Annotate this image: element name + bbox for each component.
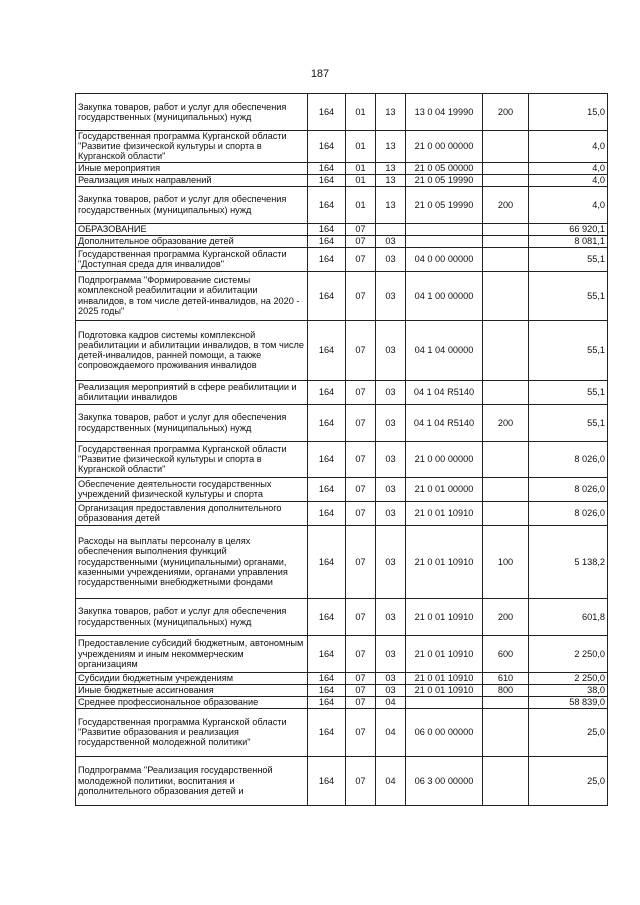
row-subsection [376, 223, 406, 235]
row-section: 07 [346, 684, 376, 696]
row-ved: 164 [308, 477, 346, 501]
table-row [76, 672, 608, 684]
row-ved: 164 [308, 756, 346, 805]
row-expense-type [483, 247, 529, 271]
row-expense-type [483, 696, 529, 708]
table-row [76, 247, 608, 271]
row-expense-type [483, 380, 529, 404]
row-name: Подпрограмма "Формирование системы комплексной реабилитации и абилитации инвалидов, в том числе детей-инвалидов, на 2020 - 2025 годы" [76, 271, 308, 320]
row-ved: 164 [308, 271, 346, 320]
table-row [76, 525, 608, 598]
row-ved: 164 [308, 235, 346, 247]
row-name: Подготовка кадров системы комплексной реабилитации и абилитации инвалидов, в том числе детей-инвалидов, ранней помощи, а также сопровождаемого проживания инвалидов [76, 320, 308, 380]
row-expense-type [483, 174, 529, 186]
row-name: Реализация иных направлений [76, 174, 308, 186]
row-section: 07 [346, 635, 376, 672]
row-section: 07 [346, 598, 376, 635]
table-row [76, 320, 608, 380]
row-subsection: 03 [376, 380, 406, 404]
row-expense-type [483, 708, 529, 756]
row-target-article: 21 0 00 00000 [406, 131, 483, 163]
row-amount: 8 026,0 [529, 501, 608, 525]
row-target-article: 13 0 04 19990 [406, 94, 483, 131]
row-subsection: 03 [376, 271, 406, 320]
row-expense-type [483, 756, 529, 805]
row-target-article: 21 0 01 10910 [406, 635, 483, 672]
table-row [76, 441, 608, 477]
row-expense-type [483, 131, 529, 163]
row-ved: 164 [308, 501, 346, 525]
row-subsection: 04 [376, 756, 406, 805]
row-expense-type: 200 [483, 404, 529, 441]
row-amount: 38,0 [529, 684, 608, 696]
row-section: 07 [346, 501, 376, 525]
row-section: 01 [346, 162, 376, 174]
table-row [76, 380, 608, 404]
row-subsection: 03 [376, 501, 406, 525]
row-subsection: 03 [376, 525, 406, 598]
row-amount: 58 839,0 [529, 696, 608, 708]
row-ved: 164 [308, 598, 346, 635]
table-row [76, 162, 608, 174]
row-section: 01 [346, 186, 376, 223]
row-subsection: 13 [376, 174, 406, 186]
row-ved: 164 [308, 684, 346, 696]
row-amount: 4,0 [529, 174, 608, 186]
row-subsection: 04 [376, 696, 406, 708]
row-section: 07 [346, 756, 376, 805]
row-ved: 164 [308, 247, 346, 271]
row-section: 07 [346, 696, 376, 708]
row-amount: 55,1 [529, 271, 608, 320]
table-row [76, 271, 608, 320]
row-expense-type: 200 [483, 94, 529, 131]
row-section: 07 [346, 672, 376, 684]
row-amount: 25,0 [529, 756, 608, 805]
row-amount: 15,0 [529, 94, 608, 131]
row-expense-type: 200 [483, 598, 529, 635]
row-target-article [406, 223, 483, 235]
row-section: 07 [346, 708, 376, 756]
table-row [76, 131, 608, 163]
row-subsection: 13 [376, 131, 406, 163]
row-section: 07 [346, 235, 376, 247]
table-body [76, 94, 608, 806]
row-subsection: 13 [376, 162, 406, 174]
table-row [76, 404, 608, 441]
row-name: Предоставление субсидий бюджетным, автономным учреждениям и иным некоммерческим организациям [76, 635, 308, 672]
row-target-article: 04 1 04 00000 [406, 320, 483, 380]
table-row [76, 94, 608, 131]
row-amount: 8 026,0 [529, 441, 608, 477]
row-subsection: 03 [376, 441, 406, 477]
table-row [76, 708, 608, 756]
row-name: Закупка товаров, работ и услуг для обеспечения государственных (муниципальных) нужд [76, 94, 308, 131]
row-name: Обеспечение деятельности государственных учреждений физической культуры и спорта [76, 477, 308, 501]
row-amount: 4,0 [529, 162, 608, 174]
row-name: Организация предоставления дополнительного образования детей [76, 501, 308, 525]
row-subsection: 13 [376, 94, 406, 131]
row-name: Иные мероприятия [76, 162, 308, 174]
row-target-article: 21 0 01 00000 [406, 477, 483, 501]
table-row [76, 684, 608, 696]
row-target-article [406, 235, 483, 247]
row-ved: 164 [308, 696, 346, 708]
row-subsection: 13 [376, 186, 406, 223]
row-amount: 8 081,1 [529, 235, 608, 247]
row-ved: 164 [308, 380, 346, 404]
table-row [76, 186, 608, 223]
row-expense-type [483, 501, 529, 525]
row-amount: 5 138,2 [529, 525, 608, 598]
row-ved: 164 [308, 525, 346, 598]
row-expense-type: 600 [483, 635, 529, 672]
row-name: Подпрограмма "Реализация государственной молодежной политики, воспитания и дополнительного образования детей и [76, 756, 308, 805]
row-target-article: 21 0 01 10910 [406, 684, 483, 696]
row-ved: 164 [308, 94, 346, 131]
row-expense-type: 800 [483, 684, 529, 696]
row-ved: 164 [308, 131, 346, 163]
row-amount: 55,1 [529, 404, 608, 441]
row-name: Государственная программа Курганской области "Доступная среда для инвалидов" [76, 247, 308, 271]
row-amount: 2 250,0 [529, 672, 608, 684]
row-target-article [406, 696, 483, 708]
row-subsection: 04 [376, 708, 406, 756]
row-amount: 4,0 [529, 131, 608, 163]
row-target-article: 06 3 00 00000 [406, 756, 483, 805]
row-expense-type [483, 477, 529, 501]
row-section: 01 [346, 174, 376, 186]
table-row [76, 635, 608, 672]
row-amount: 55,1 [529, 320, 608, 380]
row-subsection: 03 [376, 247, 406, 271]
row-ved: 164 [308, 223, 346, 235]
row-name: Государственная программа Курганской области "Развитие физической культуры и спорта в Курганской области" [76, 131, 308, 163]
page-number: 187 [310, 68, 330, 80]
table-row [76, 223, 608, 235]
row-expense-type: 100 [483, 525, 529, 598]
row-section: 07 [346, 404, 376, 441]
row-target-article: 21 0 05 19990 [406, 186, 483, 223]
row-subsection: 03 [376, 404, 406, 441]
table-row [76, 696, 608, 708]
row-name: Государственная программа Курганской области "Развитие образования и реализация государственной молодежной политики" [76, 708, 308, 756]
row-name: Дополнительное образование детей [76, 235, 308, 247]
row-name: Закупка товаров, работ и услуг для обеспечения государственных (муниципальных) нужд [76, 598, 308, 635]
row-target-article: 21 0 00 00000 [406, 441, 483, 477]
row-subsection: 03 [376, 684, 406, 696]
row-section: 01 [346, 94, 376, 131]
row-section: 07 [346, 441, 376, 477]
row-expense-type [483, 271, 529, 320]
row-ved: 164 [308, 174, 346, 186]
table-row [76, 235, 608, 247]
row-amount: 2 250,0 [529, 635, 608, 672]
row-name: Реализация мероприятий в сфере реабилитации и абилитации инвалидов [76, 380, 308, 404]
row-section: 07 [346, 320, 376, 380]
row-target-article: 21 0 05 00000 [406, 162, 483, 174]
row-name: Расходы на выплаты персоналу в целях обеспечения выполнения функций государственными (муниципальными) органами, казенными учреждениями, органами управления государственными внебюджетными фондами [76, 525, 308, 598]
row-target-article: 04 1 00 00000 [406, 271, 483, 320]
row-target-article: 04 1 04 R5140 [406, 404, 483, 441]
row-amount: 55,1 [529, 380, 608, 404]
row-expense-type [483, 223, 529, 235]
row-name: Иные бюджетные ассигнования [76, 684, 308, 696]
row-ved: 164 [308, 162, 346, 174]
row-target-article: 21 0 01 10910 [406, 525, 483, 598]
table-row [76, 598, 608, 635]
row-section: 07 [346, 223, 376, 235]
row-name: Закупка товаров, работ и услуг для обеспечения государственных (муниципальных) нужд [76, 404, 308, 441]
row-section: 07 [346, 271, 376, 320]
row-ved: 164 [308, 320, 346, 380]
row-section: 07 [346, 247, 376, 271]
row-ved: 164 [308, 708, 346, 756]
row-name: Государственная программа Курганской области "Развитие физической культуры и спорта в Курганской области" [76, 441, 308, 477]
row-ved: 164 [308, 441, 346, 477]
row-target-article: 21 0 01 10910 [406, 672, 483, 684]
row-ved: 164 [308, 635, 346, 672]
row-ved: 164 [308, 672, 346, 684]
row-target-article: 06 0 00 00000 [406, 708, 483, 756]
row-expense-type: 200 [483, 186, 529, 223]
row-subsection: 03 [376, 235, 406, 247]
row-name: Субсидии бюджетным учреждениям [76, 672, 308, 684]
row-amount: 66 920,1 [529, 223, 608, 235]
row-amount: 55,1 [529, 247, 608, 271]
row-subsection: 03 [376, 635, 406, 672]
row-section: 07 [346, 525, 376, 598]
row-expense-type [483, 235, 529, 247]
budget-table [75, 93, 608, 806]
row-section: 01 [346, 131, 376, 163]
row-target-article: 21 0 05 19990 [406, 174, 483, 186]
row-section: 07 [346, 380, 376, 404]
row-amount: 25,0 [529, 708, 608, 756]
row-subsection: 03 [376, 477, 406, 501]
row-amount: 8 026,0 [529, 477, 608, 501]
row-subsection: 03 [376, 672, 406, 684]
row-name: Среднее профессиональное образование [76, 696, 308, 708]
row-amount: 4,0 [529, 186, 608, 223]
row-ved: 164 [308, 186, 346, 223]
table-row [76, 756, 608, 805]
row-expense-type [483, 441, 529, 477]
row-expense-type [483, 162, 529, 174]
row-amount: 601,8 [529, 598, 608, 635]
row-subsection: 03 [376, 320, 406, 380]
row-target-article: 04 0 00 00000 [406, 247, 483, 271]
row-section: 07 [346, 477, 376, 501]
row-name: ОБРАЗОВАНИЕ [76, 223, 308, 235]
row-subsection: 03 [376, 598, 406, 635]
row-target-article: 21 0 01 10910 [406, 501, 483, 525]
row-ved: 164 [308, 404, 346, 441]
row-expense-type [483, 320, 529, 380]
table-row [76, 477, 608, 501]
row-expense-type: 610 [483, 672, 529, 684]
row-name: Закупка товаров, работ и услуг для обеспечения государственных (муниципальных) нужд [76, 186, 308, 223]
row-target-article: 21 0 01 10910 [406, 598, 483, 635]
row-target-article: 04 1 04 R5140 [406, 380, 483, 404]
table-row [76, 501, 608, 525]
table-row [76, 174, 608, 186]
